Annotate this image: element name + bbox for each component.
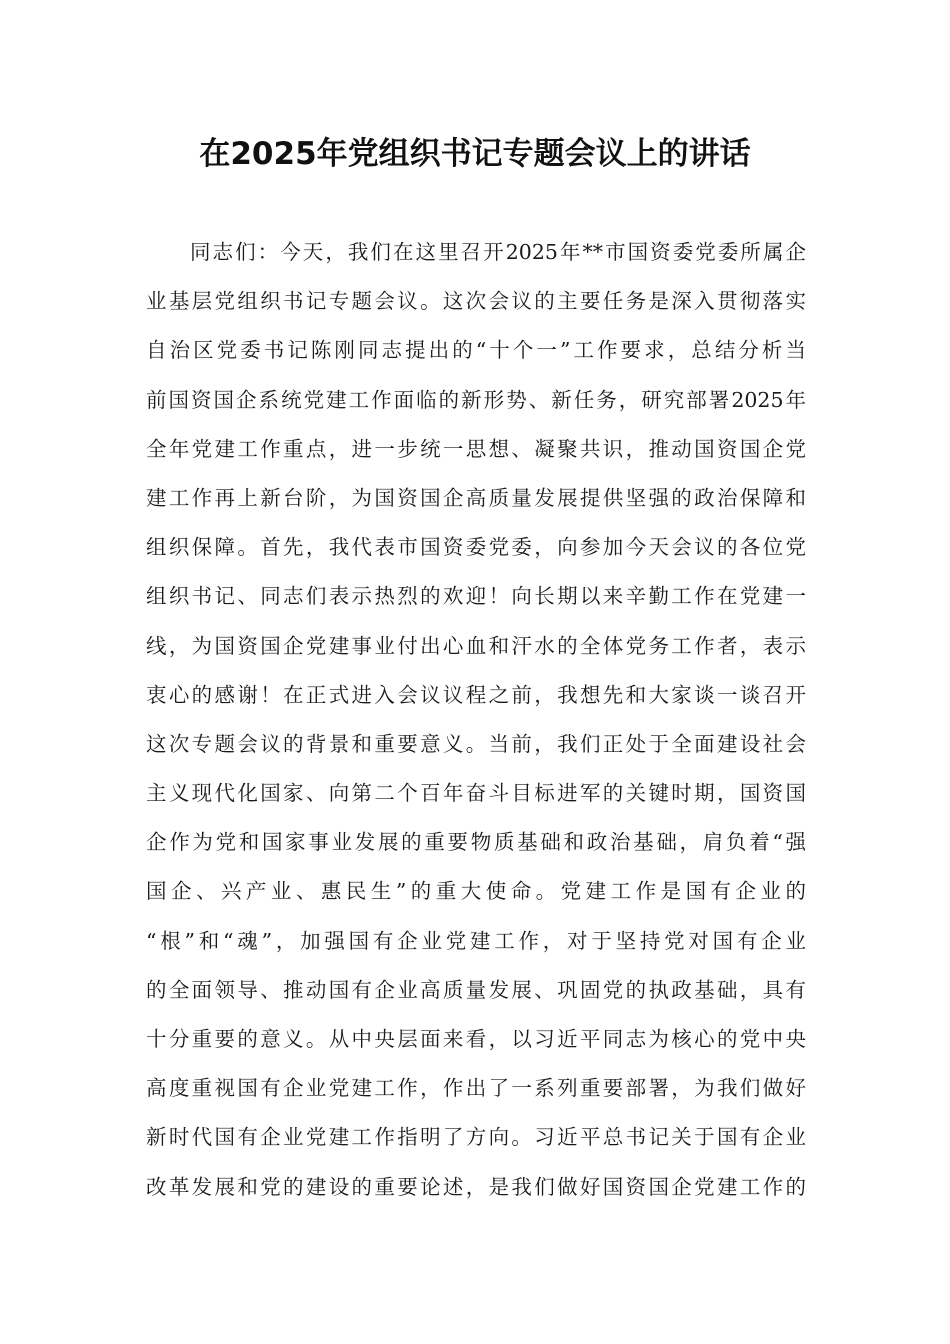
paragraph-line: 组织保障。首先，我代表市国资委党委，向参加今天会议的各位党 <box>146 535 806 560</box>
paragraph-line: 国企、兴产业、惠民生”的重大使命。党建工作是国有企业的 <box>146 879 806 904</box>
paragraph-line: 业基层党组织书记专题会议。这次会议的主要任务是深入贯彻落实 <box>146 289 806 314</box>
speech-paragraph <box>146 228 806 1212</box>
paragraph-line: 十分重要的意义。从中央层面来看，以习近平同志为核心的党中央 <box>146 1027 806 1051</box>
paragraph-line: 同志们：今天，我们在这里召开2025年**市国资委党委所属企 <box>190 240 806 264</box>
paragraph-line: 组织书记、同志们表示热烈的欢迎！向长期以来辛勤工作在党建一 <box>146 584 806 609</box>
paragraph-line: 自治区党委书记陈刚同志提出的“十个一”工作要求，总结分析当 <box>146 338 806 363</box>
paragraph-line: 新时代国有企业党建工作指明了方向。习近平总书记关于国有企业 <box>146 1125 806 1150</box>
paragraph-line: 这次专题会议的背景和重要意义。当前，我们正处于全面建设社会 <box>146 731 806 756</box>
paragraph-line: 主义现代化国家、向第二个百年奋斗目标进军的关键时期，国资国 <box>146 781 806 806</box>
paragraph-line: 改革发展和党的建设的重要论述，是我们做好国资国企党建工作的 <box>146 1174 806 1199</box>
paragraph-line: 前国资国企系统党建工作面临的新形势、新任务，研究部署2025年 <box>146 387 806 412</box>
paragraph-line: 的全面领导、推动国有企业高质量发展、巩固党的执政基础，具有 <box>146 977 806 1002</box>
paragraph-line: 衷心的感谢！在正式进入会议议程之前，我想先和大家谈一谈召开 <box>146 682 806 707</box>
paragraph-line: 高度重视国有企业党建工作，作出了一系列重要部署，为我们做好 <box>146 1076 806 1101</box>
paragraph-line: 全年党建工作重点，进一步统一思想、凝聚共识，推动国资国企党 <box>146 436 806 461</box>
paragraph-line: 线，为国资国企党建事业付出心血和汗水的全体党务工作者，表示 <box>146 633 806 658</box>
paragraph-line: “根”和“魂”，加强国有企业党建工作，对于坚持党对国有企业 <box>146 928 806 953</box>
paragraph-line: 企作为党和国家事业发展的重要物质基础和政治基础，肩负着“强 <box>146 830 806 855</box>
paragraph-line: 建工作再上新台阶，为国资国企高质量发展提供坚强的政治保障和 <box>146 485 806 510</box>
document-title: 在2025年党组织书记专题会议上的讲话 <box>199 136 751 172</box>
